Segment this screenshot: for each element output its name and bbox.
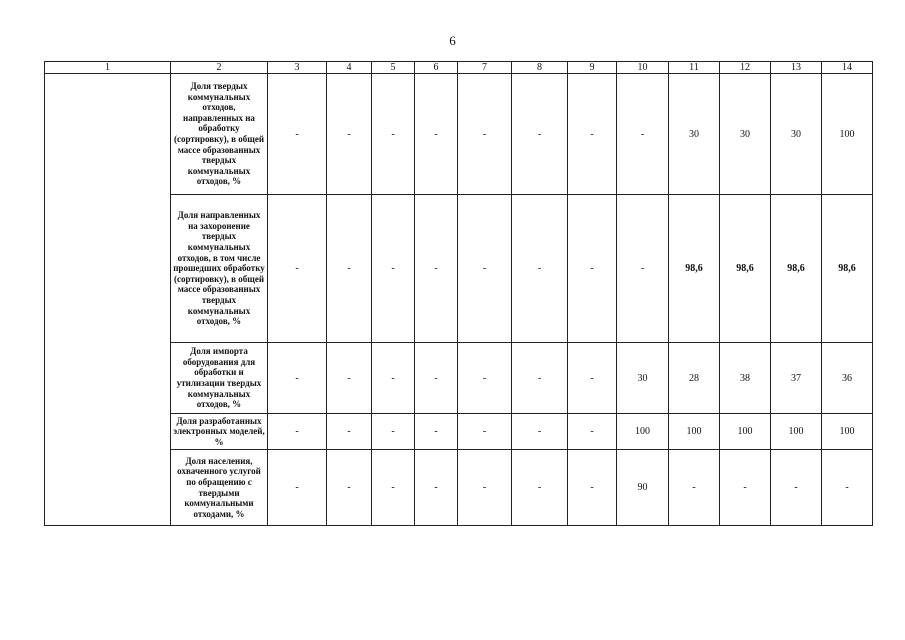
table-cell: - bbox=[372, 343, 415, 414]
table-cell: - bbox=[568, 343, 617, 414]
table-cell: - bbox=[617, 195, 669, 343]
table-cell: - bbox=[568, 414, 617, 450]
table-cell: - bbox=[669, 450, 720, 526]
empty-cell bbox=[45, 74, 171, 526]
table-cell: - bbox=[458, 450, 512, 526]
row-label: Доля разработанных электронных моделей, % bbox=[171, 414, 268, 450]
table-cell: 37 bbox=[771, 343, 822, 414]
table-cell: - bbox=[268, 343, 327, 414]
table-cell: 30 bbox=[771, 74, 822, 195]
table-cell: - bbox=[458, 74, 512, 195]
table-cell: - bbox=[372, 74, 415, 195]
table-cell: - bbox=[568, 74, 617, 195]
table-cell: - bbox=[458, 195, 512, 343]
data-table bbox=[44, 61, 873, 526]
table-cell: 98,6 bbox=[669, 195, 720, 343]
table-cell: - bbox=[512, 450, 568, 526]
table-cell: 98,6 bbox=[822, 195, 873, 343]
column-header: 3 bbox=[268, 62, 327, 74]
table-cell: 30 bbox=[669, 74, 720, 195]
table-cell: - bbox=[720, 450, 771, 526]
table-cell: 100 bbox=[822, 414, 873, 450]
table-cell: 98,6 bbox=[720, 195, 771, 343]
table-cell: - bbox=[372, 414, 415, 450]
table-cell: - bbox=[512, 414, 568, 450]
table-cell: 90 bbox=[617, 450, 669, 526]
table-cell: - bbox=[415, 343, 458, 414]
row-label: Доля направленных на захоронение твердых коммунальных отходов, в том числе прошедших обработку (сортировку), в общей массе образованных твердых коммунальных отходов, % bbox=[171, 195, 268, 343]
table-cell: - bbox=[415, 195, 458, 343]
table-cell: - bbox=[268, 195, 327, 343]
table-cell: 30 bbox=[617, 343, 669, 414]
table-cell: 100 bbox=[720, 414, 771, 450]
column-header: 4 bbox=[327, 62, 372, 74]
table-cell: - bbox=[327, 343, 372, 414]
table-cell: - bbox=[822, 450, 873, 526]
table-cell: - bbox=[771, 450, 822, 526]
column-header: 9 bbox=[568, 62, 617, 74]
table-cell: - bbox=[415, 414, 458, 450]
table-cell: - bbox=[568, 450, 617, 526]
table-cell: - bbox=[617, 74, 669, 195]
column-header: 5 bbox=[372, 62, 415, 74]
table-cell: - bbox=[327, 74, 372, 195]
table-cell: - bbox=[458, 414, 512, 450]
table-cell: - bbox=[512, 195, 568, 343]
table-cell: 100 bbox=[822, 74, 873, 195]
table-cell: - bbox=[327, 195, 372, 343]
table-cell: - bbox=[415, 450, 458, 526]
header-row bbox=[45, 62, 873, 74]
table-cell: - bbox=[372, 450, 415, 526]
column-header: 2 bbox=[171, 62, 268, 74]
row-label: Доля твердых коммунальных отходов, направленных на обработку (сортировку), в общей массе образованных твердых коммунальных отходов, % bbox=[171, 74, 268, 195]
column-header: 6 bbox=[415, 62, 458, 74]
row-label: Доля населения, охваченного услугой по обращению с твердыми коммунальными отходами, % bbox=[171, 450, 268, 526]
table-cell: 100 bbox=[771, 414, 822, 450]
table-cell: - bbox=[327, 450, 372, 526]
row-label: Доля импорта оборудования для обработки и утилизации твердых коммунальных отходов, % bbox=[171, 343, 268, 414]
column-header: 1 bbox=[45, 62, 171, 74]
column-header: 7 bbox=[458, 62, 512, 74]
table-cell: - bbox=[372, 195, 415, 343]
column-header: 12 bbox=[720, 62, 771, 74]
table-cell: - bbox=[268, 450, 327, 526]
column-header: 14 bbox=[822, 62, 873, 74]
table-cell: 36 bbox=[822, 343, 873, 414]
table-row bbox=[45, 74, 873, 195]
table-cell: 30 bbox=[720, 74, 771, 195]
column-header: 8 bbox=[512, 62, 568, 74]
table-cell: - bbox=[512, 74, 568, 195]
table-cell: - bbox=[415, 74, 458, 195]
table-cell: - bbox=[568, 195, 617, 343]
table-cell: - bbox=[327, 414, 372, 450]
table-cell: 98,6 bbox=[771, 195, 822, 343]
table-cell: - bbox=[512, 343, 568, 414]
table-cell: 100 bbox=[617, 414, 669, 450]
table-cell: - bbox=[458, 343, 512, 414]
table-cell: - bbox=[268, 74, 327, 195]
page-number: 6 bbox=[449, 33, 456, 48]
table-cell: 28 bbox=[669, 343, 720, 414]
table-cell: - bbox=[268, 414, 327, 450]
column-header: 13 bbox=[771, 62, 822, 74]
column-header: 11 bbox=[669, 62, 720, 74]
column-header: 10 bbox=[617, 62, 669, 74]
table-cell: 38 bbox=[720, 343, 771, 414]
table-cell: 100 bbox=[669, 414, 720, 450]
